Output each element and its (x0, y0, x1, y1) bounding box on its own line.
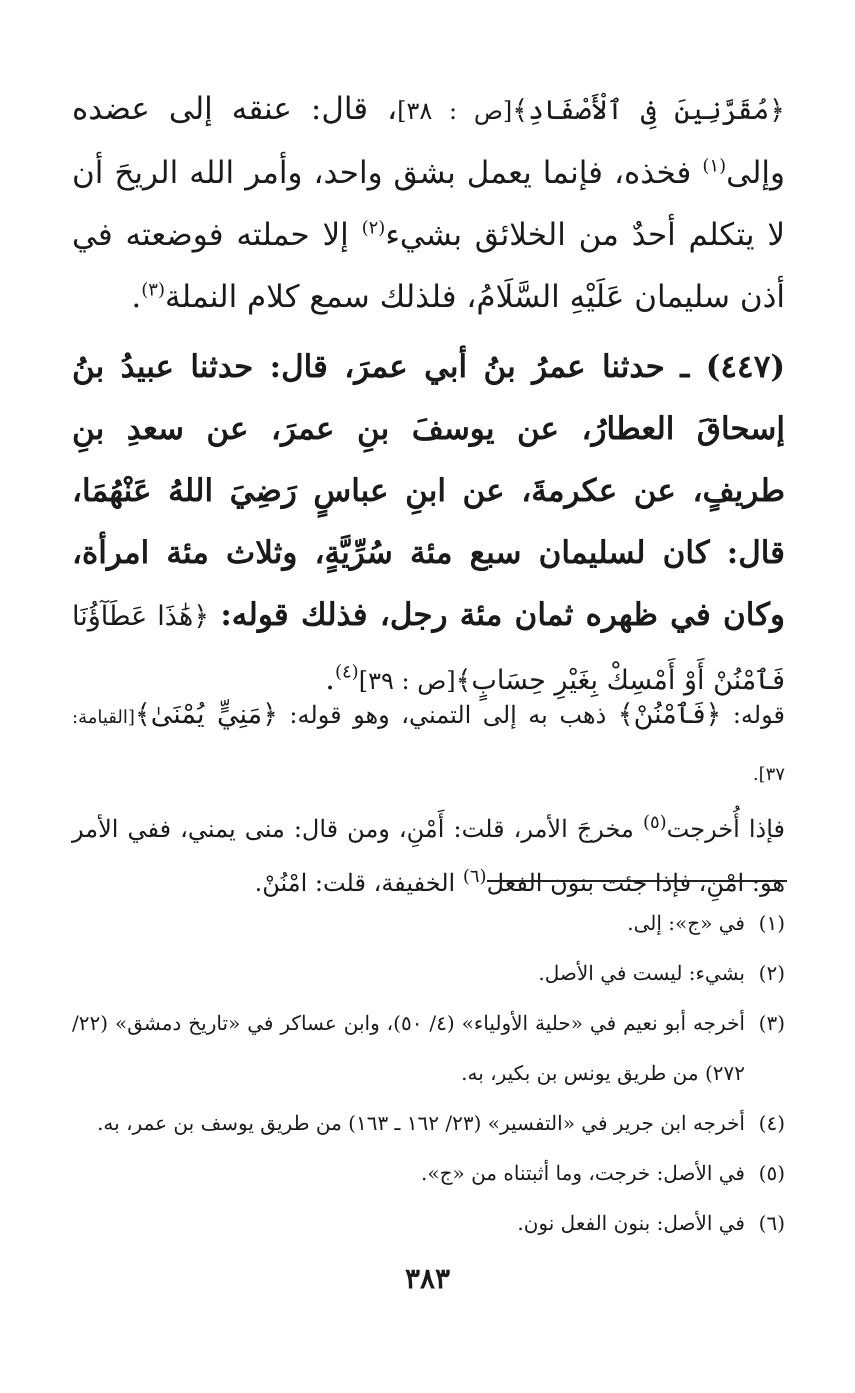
text-segment: . (325, 661, 335, 697)
footnote (72, 1098, 785, 1148)
footnote-marker: (٦) (462, 866, 487, 887)
commentary-line-1 (72, 688, 785, 802)
footnote-number: (٢) (758, 961, 785, 985)
footnote-marker: (٢) (361, 217, 386, 239)
text-segment: . (131, 279, 142, 315)
text-segment: فإذا أُخرجت (666, 815, 785, 843)
quran-reference: [ص : ٣٩] (358, 667, 456, 695)
quran-text: مَنِيٍّ يُمْنَىٰ (150, 699, 263, 730)
footnote (72, 998, 785, 1098)
footnote (72, 898, 785, 948)
text-segment: الخفيفة، قلت: امْنُنْ. (254, 869, 456, 897)
footnote-number: (٤) (758, 1111, 785, 1135)
footnotes (72, 898, 785, 1248)
footnote-marker: (٣) (141, 279, 165, 301)
footnote-number: (٥) (758, 1161, 785, 1185)
hadith-text: حدثنا عمرُ بنُ أبي عمرَ، قال: حدثنا عبيدُ بنُ إسحاقَ العطارُ، عن يوسفَ بنِ عمرَ، عن سعدِ بنِ طريفٍ، عن عكرمةَ، عن ابنِ عباسٍ رَضِيَ اللهُ عَنْهُمَا، قال: كان لسليمان سبع مئة سُرِّيَّةٍ، وثلاث مئة امرأة، وكان في ظهره ثمان مئة رجل، فذلك قوله: (72, 349, 785, 633)
quran-text: مُقَرَّنِينَ فِى ٱلْأَصْفَادِ (528, 95, 770, 126)
quran-text: فَٱمْنُنْ (633, 699, 706, 730)
text-segment: مخرجَ الأمر، قلت: أَمْنِ، ومن قال: منى يمني، ففي الأمر هو: امْنِ، فإذا جئت بنون الفعل (72, 815, 785, 897)
text-segment: قوله: (732, 701, 785, 729)
main-text (72, 78, 785, 712)
quran-quote: ﴿هَٰذَا عَطَآؤُنَا فَٱمْنُنْ أَوْ أَمْسِكْ بِغَيْرِ حِسَابٍ﴾ (72, 601, 785, 696)
paragraph-2 (72, 336, 785, 712)
text-segment: إلا حملته فوضعته في أذن سليمان عَلَيْهِ السَّلَامُ، فلذلك سمع كلام النملة (72, 217, 785, 315)
footnote-number: (٣) (758, 1011, 785, 1035)
quran-quote: ﴿فَٱمْنُنْ﴾ (617, 699, 722, 730)
quran-quote: ﴿مُقَرَّنِينَ فِى ٱلْأَصْفَادِ﴾ (512, 95, 785, 126)
text-segment: فخذه، فإنما يعمل بشق واحد، وأمر الله الريحَ أن لا يتكلم أحدٌ من الخلائق بشيء (72, 155, 785, 253)
footnote-text: في الأصل: بنون الفعل نون. (517, 1211, 745, 1235)
footnote-number: (٦) (758, 1211, 785, 1235)
footnote-text: بشيء: ليست في الأصل. (538, 961, 745, 985)
footnote-marker: (١) (702, 155, 727, 177)
footnote-text: أخرجه أبو نعيم في «حلية الأولياء» (٤/ ٥٠)، وابن عساكر في «تاريخ دمشق» (٢٢/ ٢٧٢) من طريق يونس بن بكير، به. (72, 1011, 745, 1085)
footnote-text: أخرجه ابن جرير في «التفسير» (٢٣/ ١٦٢ ـ ١٦٣) من طريق يوسف بن عمر، به. (97, 1111, 745, 1135)
footnote-number: (١) (758, 911, 785, 935)
footnote-marker: (٤) (334, 661, 359, 683)
text-segment: ، قال: عنقه إلى عضده وإلى (72, 91, 785, 191)
text-segment: ذهب به إلى التمني، وهو قوله: (289, 701, 607, 729)
quran-reference: [القيامة: ٣٧]. (72, 707, 785, 785)
quran-reference: [ص : ٣٨] (397, 97, 513, 125)
commentary-line-2 (72, 802, 785, 910)
paragraph-1 (72, 78, 785, 328)
page-number: ٣٨٣ (404, 1262, 451, 1295)
footnote-divider (487, 880, 787, 882)
hadith-number: (٤٤٧) ـ (680, 349, 786, 385)
footnote (72, 1198, 785, 1248)
quran-text: هَٰذَا عَطَآؤُنَا فَٱمْنُنْ أَوْ أَمْسِكْ بِغَيْرِ حِسَابٍ (72, 601, 785, 696)
footnote-text: في «ج»: إلى. (627, 911, 745, 935)
footnote (72, 1148, 785, 1198)
quran-quote: ﴿مَنِيٍّ يُمْنَىٰ﴾ (134, 699, 278, 730)
commentary (72, 688, 785, 910)
footnote (72, 948, 785, 998)
footnote-text: في الأصل: خرجت، وما أثبتناه من «ج». (420, 1161, 745, 1185)
footnote-marker: (٥) (642, 812, 667, 833)
